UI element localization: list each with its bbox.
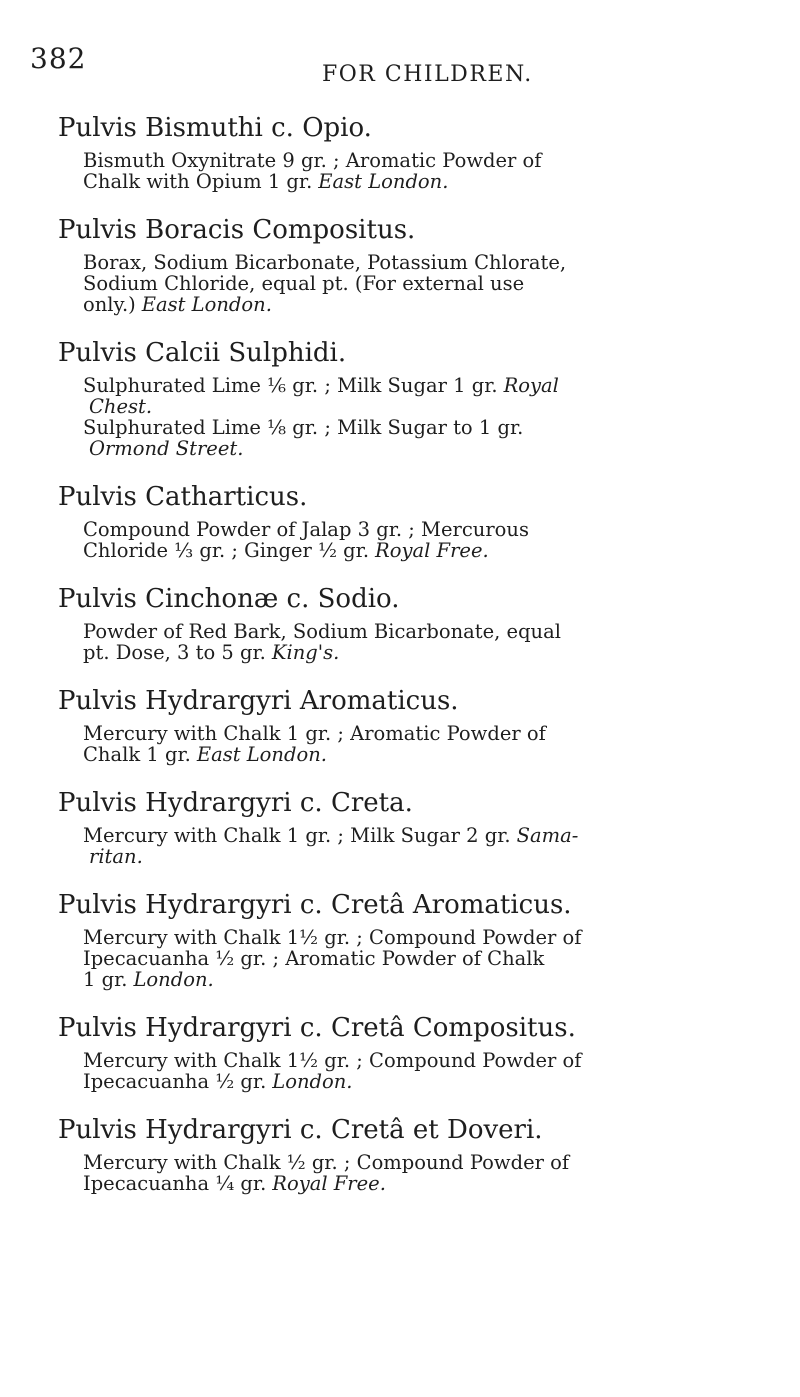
formula-text: Mercury with Chalk ½ gr. ; Compound Powder of [83, 1151, 570, 1174]
formula-line [58, 723, 768, 744]
formula-text: Ipecacuanha ½ gr. [83, 1070, 267, 1093]
formula-entry [58, 337, 768, 459]
formula-entry [58, 889, 768, 990]
formula-title: Pulvis Bismuthi c. Opio. [58, 113, 372, 143]
formula-line [58, 927, 768, 948]
formula-title: Pulvis Catharticus. [58, 482, 308, 512]
source-hospital: Royal Free. [272, 1172, 386, 1195]
formula-title: Pulvis Hydrargyri c. Cretâ et Doveri. [58, 1115, 543, 1145]
formula-text: Sulphurated Lime ⅙ gr. ; Milk Sugar 1 gr. [83, 374, 498, 397]
page-number: 382 [30, 42, 87, 75]
formula-text: Mercury with Chalk 1½ gr. ; Compound Powder of [83, 1049, 582, 1072]
formula-line [58, 825, 768, 846]
source-hospital: East London. [318, 170, 449, 193]
formula-entry [58, 1012, 768, 1092]
formula-line [58, 171, 768, 192]
running-head: FOR CHILDREN. [322, 62, 533, 87]
formula-text: pt. Dose, 3 to 5 gr. [83, 641, 266, 664]
formula-line [58, 1071, 768, 1092]
formula-line [58, 438, 768, 459]
source-hospital: East London. [196, 743, 327, 766]
formula-line [58, 1050, 768, 1071]
formula-line [58, 744, 768, 765]
formula-entry [58, 214, 768, 315]
source-hospital: Chest. [89, 395, 153, 418]
formula-line [58, 846, 768, 867]
formula-line [58, 252, 768, 273]
formula-line [58, 273, 768, 294]
formula-title: Pulvis Hydrargyri c. Cretâ Compositus. [58, 1013, 576, 1043]
source-hospital: Ormond Street. [89, 437, 244, 460]
formula-entry [58, 583, 768, 663]
formula-text: Bismuth Oxynitrate 9 gr. ; Aromatic Powder of [83, 149, 542, 172]
formula-title: Pulvis Boracis Compositus. [58, 215, 416, 245]
formula-entry [58, 112, 768, 192]
formula-text: Borax, Sodium Bicarbonate, Potassium Chlorate, [83, 251, 567, 274]
formula-line [58, 294, 768, 315]
formula-text: Mercury with Chalk 1 gr. ; Milk Sugar 2 gr. [83, 824, 511, 847]
formula-line [58, 969, 768, 990]
formula-text: Compound Powder of Jalap 3 gr. ; Mercurous [83, 518, 529, 541]
formula-line [58, 150, 768, 171]
formula-entry [58, 481, 768, 561]
formula-title: Pulvis Hydrargyri c. Cretâ Aromaticus. [58, 890, 572, 920]
formula-text: 1 gr. [83, 968, 128, 991]
formula-entry [58, 1114, 768, 1194]
formula-line [58, 1173, 768, 1194]
source-hospital: King's. [271, 641, 340, 664]
formula-entry [58, 685, 768, 765]
formula-text: Chloride ⅓ gr. ; Ginger ½ gr. [83, 539, 370, 562]
formula-text: Sulphurated Lime ⅛ gr. ; Milk Sugar to 1 gr. [83, 416, 524, 439]
formula-title: Pulvis Cinchonæ c. Sodio. [58, 584, 400, 614]
formula-text: Mercury with Chalk 1½ gr. ; Compound Powder of [83, 926, 582, 949]
formula-line [58, 375, 768, 396]
formula-text: Chalk 1 gr. [83, 743, 191, 766]
formula-line [58, 1152, 768, 1173]
formula-text: Mercury with Chalk 1 gr. ; Aromatic Powder of [83, 722, 546, 745]
source-hospital: London. [133, 968, 214, 991]
formula-text: Sodium Chloride, equal pt. (For external use [83, 272, 525, 295]
formula-text: Powder of Red Bark, Sodium Bicarbonate, equal [83, 620, 561, 643]
source-hospital: Sama- [516, 824, 579, 847]
formula-entry [58, 787, 768, 867]
formula-line [58, 396, 768, 417]
formula-title: Pulvis Hydrargyri Aromaticus. [58, 686, 459, 716]
source-hospital: East London. [141, 293, 272, 316]
formula-text: Chalk with Opium 1 gr. [83, 170, 313, 193]
formula-line [58, 540, 768, 561]
formula-line [58, 948, 768, 969]
formula-text: only.) [83, 293, 136, 316]
formula-line [58, 417, 768, 438]
formula-title: Pulvis Hydrargyri c. Creta. [58, 788, 413, 818]
formula-line [58, 519, 768, 540]
formula-line [58, 621, 768, 642]
source-hospital: Royal [503, 374, 559, 397]
source-hospital: Royal Free. [375, 539, 489, 562]
formula-title: Pulvis Calcii Sulphidi. [58, 338, 347, 368]
formula-line [58, 642, 768, 663]
formula-text: Ipecacuanha ¼ gr. [83, 1172, 267, 1195]
source-hospital: London. [272, 1070, 353, 1093]
formulary-entries [58, 112, 768, 1216]
formula-text: Ipecacuanha ½ gr. ; Aromatic Powder of Chalk [83, 947, 545, 970]
source-hospital: ritan. [89, 845, 143, 868]
